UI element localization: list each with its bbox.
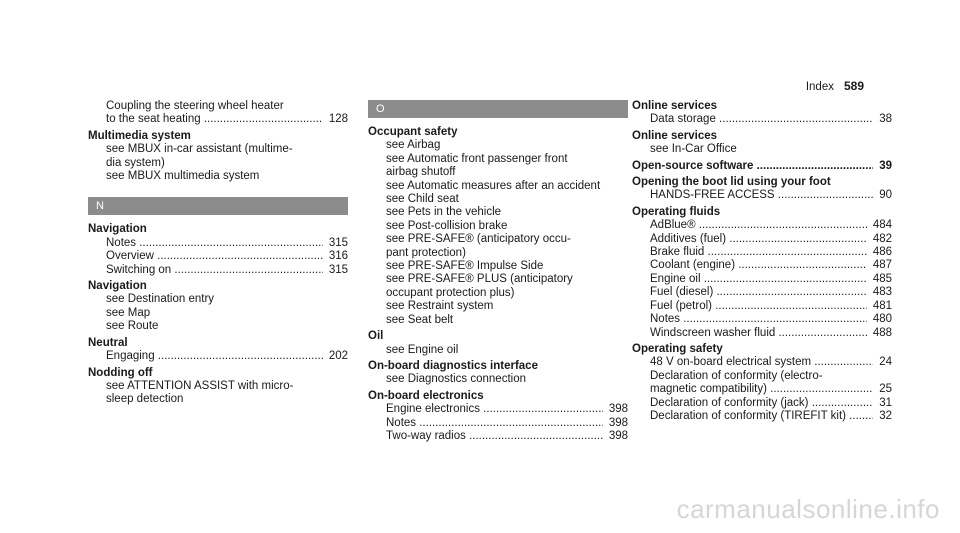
subentry-text: Engine oil ..... — [650, 273, 867, 286]
subentry-text: see MBUX in-car assistant (multime- — [106, 143, 293, 156]
index-column-2 — [368, 100, 628, 446]
page-ref: 202 — [328, 350, 348, 363]
page-ref: 32 — [879, 409, 892, 422]
entry-heading: Opening the boot lid using your foot — [632, 176, 831, 189]
index-entry — [88, 280, 348, 334]
subentry-text: Declaration of conformity (TIREFIT kit) ..... — [650, 410, 873, 423]
entry-heading: Online services — [632, 129, 718, 142]
subentry-text: see PRE-SAFE® PLUS (anticipatory — [386, 273, 573, 286]
page-ref: 315 — [328, 263, 348, 276]
subentry-text: Coolant (engine) ..... — [650, 259, 867, 272]
index-entry — [632, 160, 892, 173]
subentry-text: see Map — [106, 306, 151, 319]
subentry — [632, 410, 892, 423]
subentry — [632, 259, 892, 272]
section-label: Index — [805, 81, 834, 93]
subentry — [632, 233, 892, 246]
subentry — [632, 383, 892, 396]
subentry — [632, 219, 892, 232]
entry-heading: Nodding off — [88, 366, 153, 379]
page-ref: 487 — [872, 259, 892, 272]
subentry-text: see Diagnostics connection — [386, 373, 526, 386]
subentry-text: see Automatic measures after an accident — [386, 179, 601, 192]
subentry-text: Coupling the steering wheel heater — [106, 100, 284, 112]
index-entry — [88, 223, 348, 277]
subentry-text: Windscreen washer fluid ..... — [650, 327, 867, 340]
subentry-text: HANDS-FREE ACCESS ..... — [650, 189, 873, 202]
entry-heading: Multimedia system — [88, 129, 191, 142]
page-ref: 398 — [608, 403, 628, 416]
page-ref: 315 — [328, 236, 348, 249]
subentry-text: see MBUX multimedia system — [106, 170, 260, 183]
subentry-text: Notes ..... — [650, 313, 867, 326]
page-ref: 483 — [872, 286, 892, 299]
index-entry — [368, 360, 628, 387]
watermark: carmanualsonline.info — [676, 494, 940, 524]
page-ref: 485 — [872, 272, 892, 285]
entry-heading: Operating safety — [632, 342, 723, 355]
page-ref: 24 — [879, 356, 892, 369]
page-ref: 486 — [872, 246, 892, 259]
index-entry — [88, 100, 348, 127]
subentry-text: see PRE-SAFE® Impulse Side — [386, 260, 544, 273]
subentry-text: Declaration of conformity (jack) ..... — [650, 397, 873, 410]
subentry — [368, 403, 628, 416]
page-ref: 398 — [608, 429, 628, 442]
entry-heading: Online services — [632, 100, 718, 112]
subentry-text: see In-Car Office — [650, 143, 737, 156]
subentry-text: Engine electronics ..... — [386, 403, 603, 416]
page-ref: 31 — [879, 396, 892, 409]
page-ref: 128 — [328, 113, 348, 126]
subentry-text: Declaration of conformity (electro- — [650, 369, 823, 382]
entry-heading: On-board electronics — [368, 389, 484, 402]
subentry-text: dia system) — [106, 156, 165, 169]
subentry-text: see Restraint system — [386, 300, 494, 313]
page-ref: 484 — [872, 219, 892, 232]
index-entry — [368, 330, 628, 357]
section-letter: O — [368, 100, 628, 118]
subentry-text: see Automatic front passenger front — [386, 152, 568, 165]
page-header — [806, 79, 864, 93]
page-ref: 90 — [879, 189, 892, 202]
entry-heading: Operating fluids — [632, 205, 721, 218]
subentry — [632, 246, 892, 259]
page-ref: 480 — [872, 313, 892, 326]
index-entry — [632, 176, 892, 203]
subentry-text: Switching on ..... — [106, 264, 323, 277]
page-number: 589 — [843, 79, 864, 93]
subentry — [632, 273, 892, 286]
subentry-text: pant protection) — [386, 246, 466, 259]
index-column-3 — [632, 100, 892, 426]
subentry-text: Two-way radios ..... — [386, 430, 603, 443]
page-ref: 488 — [872, 326, 892, 339]
entry-heading: Neutral — [88, 336, 128, 349]
page-ref: 25 — [879, 383, 892, 396]
subentry — [368, 430, 628, 443]
entry-heading: Open-source software ..... — [632, 160, 873, 173]
subentry-text: Notes ..... — [106, 237, 323, 250]
subentry — [632, 286, 892, 299]
subentry-text: Fuel (diesel) ..... — [650, 286, 867, 299]
subentry — [88, 250, 348, 263]
entry-heading: Occupant safety — [368, 126, 458, 138]
subentry-text: see PRE-SAFE® (anticipatory occu- — [386, 233, 571, 246]
subentry-text: Brake fluid ..... — [650, 246, 867, 259]
subentry — [632, 300, 892, 313]
entry-heading: Navigation — [88, 223, 147, 236]
subentry-text: occupant protection plus) — [386, 286, 515, 299]
subentry-text: see ATTENTION ASSIST with micro- — [106, 379, 294, 392]
index-entry — [632, 130, 892, 157]
subentry — [632, 113, 892, 126]
subentry — [368, 417, 628, 430]
subentry-text: see Destination entry — [106, 293, 215, 306]
subentry — [632, 313, 892, 326]
subentry — [632, 327, 892, 340]
index-entry — [632, 100, 892, 127]
subentry-text: see Post-collision brake — [386, 219, 508, 232]
index-entry — [368, 390, 628, 444]
index-entry — [88, 130, 348, 184]
index-entry — [632, 343, 892, 423]
subentry-text: see Airbag — [386, 139, 441, 152]
subentry-text: airbag shutoff — [386, 166, 456, 179]
subentry-text: Fuel (petrol) ..... — [650, 300, 867, 313]
subentry — [632, 397, 892, 410]
subentry-text: Data storage ..... — [650, 113, 873, 126]
section-letter: N — [88, 197, 348, 215]
subentry-text: see Seat belt — [386, 313, 454, 326]
entry-heading-row — [632, 160, 892, 173]
subentry-text: sleep detection — [106, 393, 184, 406]
subentry — [88, 350, 348, 363]
entry-heading: Oil — [368, 330, 384, 343]
page-ref: 482 — [872, 232, 892, 245]
subentry — [632, 189, 892, 202]
subentry-text: Overview ..... — [106, 250, 323, 263]
subentry-text: to the seat heating ..... — [106, 113, 323, 126]
subentry-text: AdBlue® ..... — [650, 219, 867, 232]
page-ref: 39 — [879, 159, 892, 172]
page-ref: 316 — [328, 250, 348, 263]
subentry — [88, 113, 348, 126]
subentry — [632, 356, 892, 369]
entry-heading: On-board diagnostics interface — [368, 359, 538, 372]
index-entry — [368, 126, 628, 327]
index-entry — [88, 337, 348, 364]
index-entry — [632, 206, 892, 340]
page-ref: 481 — [872, 299, 892, 312]
subentry-text: see Child seat — [386, 193, 459, 206]
entry-heading: Navigation — [88, 280, 147, 293]
subentry-text: Notes ..... — [386, 417, 603, 430]
subentry-text: Engaging ..... — [106, 350, 323, 363]
subentry — [88, 264, 348, 277]
subentry-text: magnetic compatibility) ..... — [650, 383, 873, 396]
index-column-1 — [88, 100, 348, 410]
subentry-text: see Pets in the vehicle — [386, 206, 502, 219]
index-entry — [88, 367, 348, 407]
subentry — [88, 237, 348, 250]
page-ref: 398 — [608, 416, 628, 429]
page-ref: 38 — [879, 113, 892, 126]
subentry-text: see Route — [106, 320, 159, 333]
subentry-text: 48 V on-board electrical system ..... — [650, 356, 873, 369]
subentry-text: Additives (fuel) ..... — [650, 233, 867, 246]
subentry-text: see Engine oil — [386, 343, 459, 356]
